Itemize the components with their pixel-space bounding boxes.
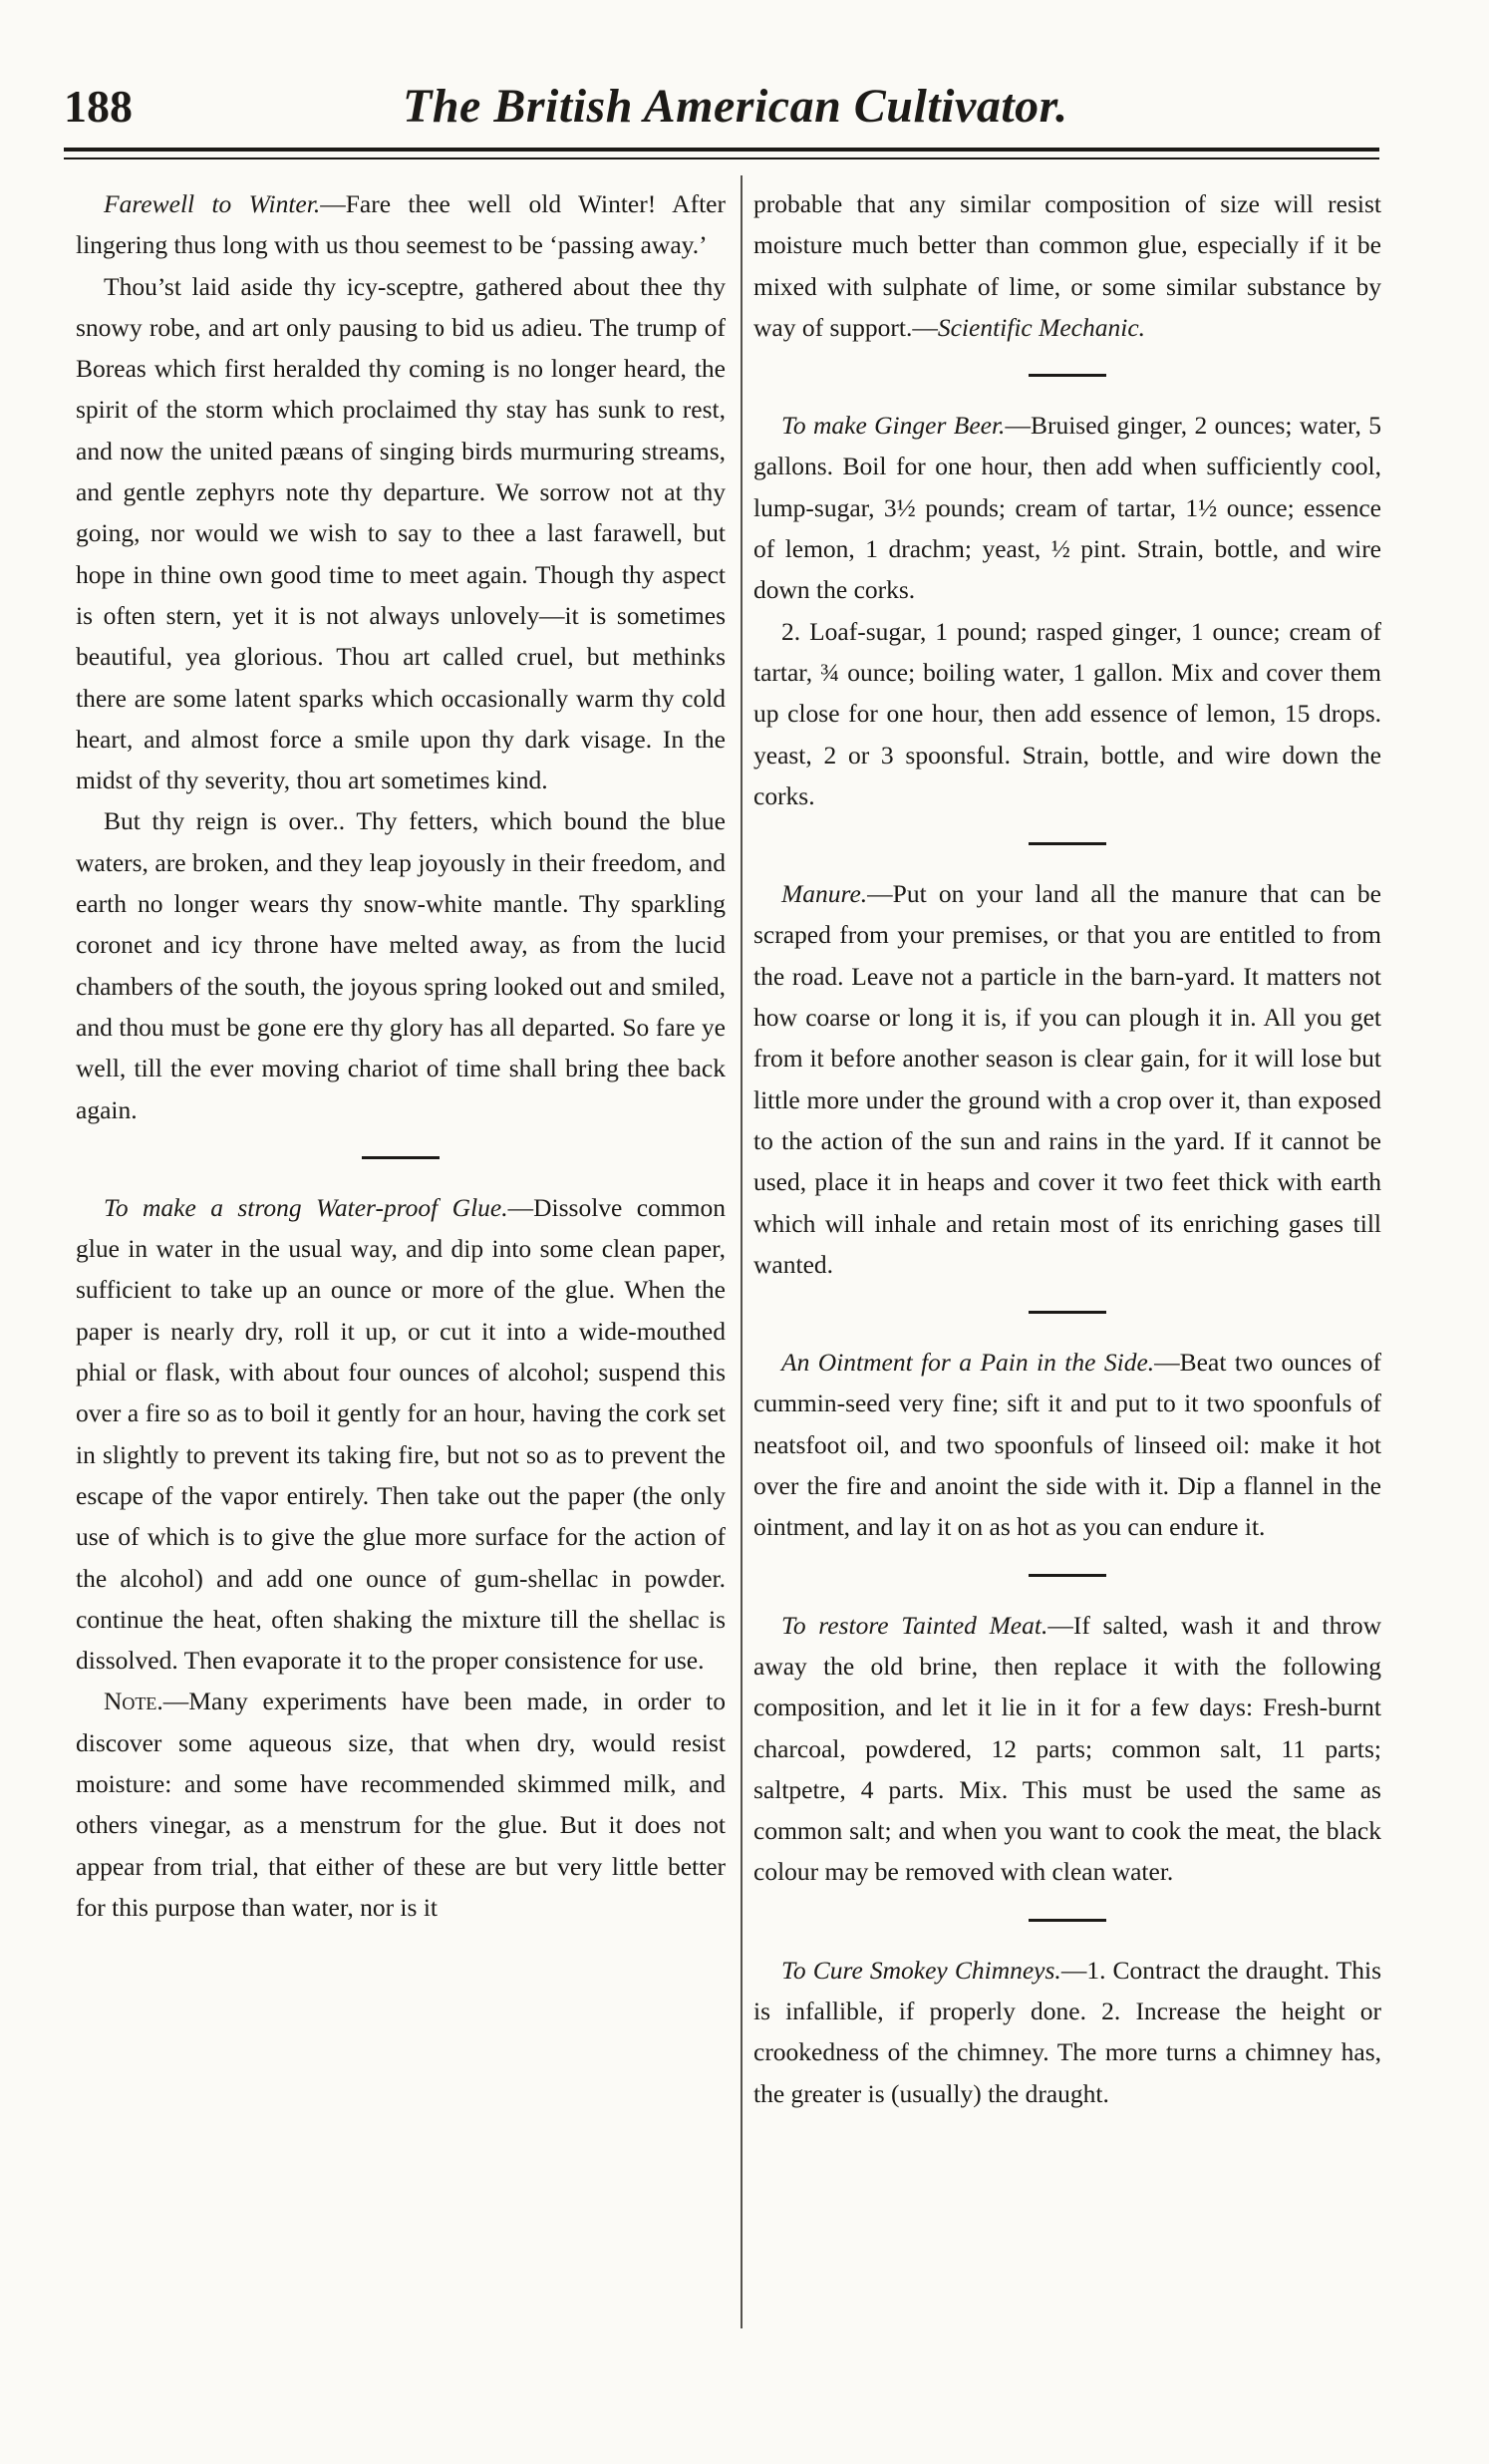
article-ginger-beer [753, 405, 1381, 816]
meat-paragraph [753, 1605, 1381, 1893]
glue-note-label: Note. [104, 1687, 163, 1716]
glue-body-text: —Dissolve common glue in water in the usual way, and dip into some clean paper, sufficient to take up an ounce or more of the glue. When the paper is nearly dry, roll it up, or cut it into a wide-mouthed phial or flask, with about four ounces of alcohol; suspend this over a fire so as to boil it gently for an hour, having the cork set in slightly to prevent its taking fire, but not so as to prevent the escape of the vapor entirely. Then take out the paper (the only use of which is to give the glue more surface for the action of the alcohol) and add one ounce of gum-shellac in powder. continue the heat, often shaking the mixture till the shellac is dissolved. Then evaporate it to the proper consistence for use. [76, 1192, 726, 1676]
ointment-body-text: —Beat two ounces of cummin-seed very fine; sift it and put to it two spoonfuls of neatsfoot oil, and two spoonfuls of linseed oil: make it hot over the fire and anoint the side with it. Dip a flannel in the ointment, and lay it on as hot as you can endure it. [753, 1348, 1381, 1542]
farewell-paragraph-1 [76, 183, 726, 266]
article-waterproof-glue [76, 1187, 726, 1928]
farewell-paragraph-2: Thou’st laid aside thy icy-sceptre, gathered about thee thy snowy robe, and art only pausing to bid us adieu. The trump of Boreas which first heralded thy coming is no longer heard, the spirit of the storm which proclaimed thy stay has sunk to rest, and now the united pæans of singing birds murmuring streams, and gentle zephyrs note thy departure. We sorrow not at thy going, nor would we wish to say to thee a last farawell, but hope in thine own good time to meet again. Though thy aspect is often stern, yet it is not always unlovely—it is sometimes beautiful, yea glorious. Thou art called cruel, but methinks there are some latent sparks which occasionally warm thy cold heart, and almost force a smile upon thy dark visage. In the midst of thy severity, thou art sometimes kind. [76, 271, 726, 795]
article-smokey-chimneys [753, 1950, 1381, 2114]
ginger-body-text: —Bruised ginger, 2 ounces; water, 5 gallons. Boil for one hour, then add when sufficiently cool, lump-sugar, 3½ pounds; cream of tartar, 1½ ounce; essence of lemon, 1 drachm; yeast, ½ pint. Strain, bottle, and wire down the corks. [753, 411, 1381, 605]
glue-continuation [753, 183, 1381, 348]
article-farewell-to-winter [76, 183, 726, 1130]
header-rule-thin [64, 157, 1379, 159]
article-separator [1029, 1919, 1106, 1922]
glue-note-text: —Many experiments have been made, in order to discover some aqueous size, that when dry, would resist moisture: and some have recommended skimmed milk, and others vinegar, as a menstrum for the glue. But it does not appear from trial, that either of these are but very little better for this purpose than water, nor is it [76, 1687, 726, 1922]
farewell-paragraph-3: But thy reign is over.. Thy fetters, which bound the blue waters, are broken, and they leap joyously in their freedom, and earth no longer wears thy snow-white mantle. Thy sparkling coronet and icy throne have melted away, as from the lucid chambers of the south, the joyous spring looked out and smiled, and thou must be gone ere thy glory has all departed. So fare ye well, till the ever moving chariot of time shall bring thee back again. [76, 806, 726, 1124]
glue-continuation-text: probable that any similar composition of size will resist moisture much better than common glue, especially if it be mixed with sulphate of lime, or some similar substance by way of support.— [753, 189, 1381, 342]
chimneys-paragraph [753, 1950, 1381, 2114]
chimneys-heading: To Cure Smokey Chimneys. [781, 1955, 1061, 1985]
manure-body-text: —Put on your land all the manure that can be scraped from your premises, or that you are entitled to from the road. Leave not a particle in the barn-yard. It matters not how coarse or long it is, if you can plough it in. All you get from it before another season is clear gain, for it will lose but little more under the ground with a crop over it, than exposed to the action of the sun and rains in the yard. If it cannot be used, place it in heaps and cover it two feet thick with earth which will inhale and retain most of its enriching gases till wanted. [753, 879, 1381, 1279]
ginger-paragraph-1 [753, 405, 1381, 610]
meat-heading: To restore Tainted Meat. [781, 1610, 1048, 1640]
manure-heading: Manure. [781, 879, 868, 909]
ginger-paragraph-2: 2. Loaf-sugar, 1 pound; rasped ginger, 1 ounce; cream of tartar, ¾ ounce; boiling water, 1 gallon. Mix and cover them up close for one hour, then add essence of lemon, 15 drops. yeast, 2 or 3 spoonsful. Strain, bottle, and wire down the corks. [753, 616, 1381, 810]
glue-paragraph-1 [76, 1187, 726, 1682]
ointment-heading: An Ointment for a Pain in the Side. [781, 1348, 1155, 1378]
page-number: 188 [64, 81, 133, 132]
article-separator [1029, 1574, 1106, 1577]
article-separator [362, 1156, 440, 1159]
article-separator [1029, 1311, 1106, 1314]
page-header [64, 72, 1379, 142]
manure-paragraph [753, 873, 1381, 1285]
meat-body-text: —If salted, wash it and throw away the old brine, then replace it with the following composition, and let it lie in it for a few days: Fresh-burnt charcoal, powdered, 12 parts; common salt, 11 parts; saltpetre, 4 parts. Mix. This must be used the same as common salt; and when you want to cook the meat, the black colour may be removed with clean water. [753, 1610, 1381, 1887]
ointment-paragraph [753, 1342, 1381, 1547]
header-rule-thick [64, 148, 1379, 152]
article-ointment [753, 1342, 1381, 1547]
article-manure [753, 873, 1381, 1285]
ginger-heading: To make Ginger Beer. [781, 411, 1006, 441]
glue-note-paragraph [76, 1681, 726, 1928]
chimneys-body-text: —1. Contract the draught. This is infallible, if properly done. 2. Increase the height or crookedness of the chimney. The more turns a chimney has, the greater is (usually) the draught. [753, 1955, 1381, 2108]
farewell-heading: Farewell to Winter. [104, 189, 321, 218]
left-column [76, 183, 726, 1928]
glue-source: Scientific Mechanic. [937, 312, 1146, 342]
journal-title: The British American Cultivator. [403, 80, 1068, 133]
article-tainted-meat [753, 1605, 1381, 1893]
glue-heading: To make a strong Water-proof Glue. [104, 1192, 508, 1222]
column-divider [741, 175, 743, 2328]
right-column [753, 183, 1381, 2114]
article-separator [1029, 842, 1106, 845]
article-separator [1029, 374, 1106, 377]
farewell-intro-text: —Fare thee well old Winter! After lingering thus long with us thou seemest to be ‘passing away.’ [76, 189, 726, 260]
